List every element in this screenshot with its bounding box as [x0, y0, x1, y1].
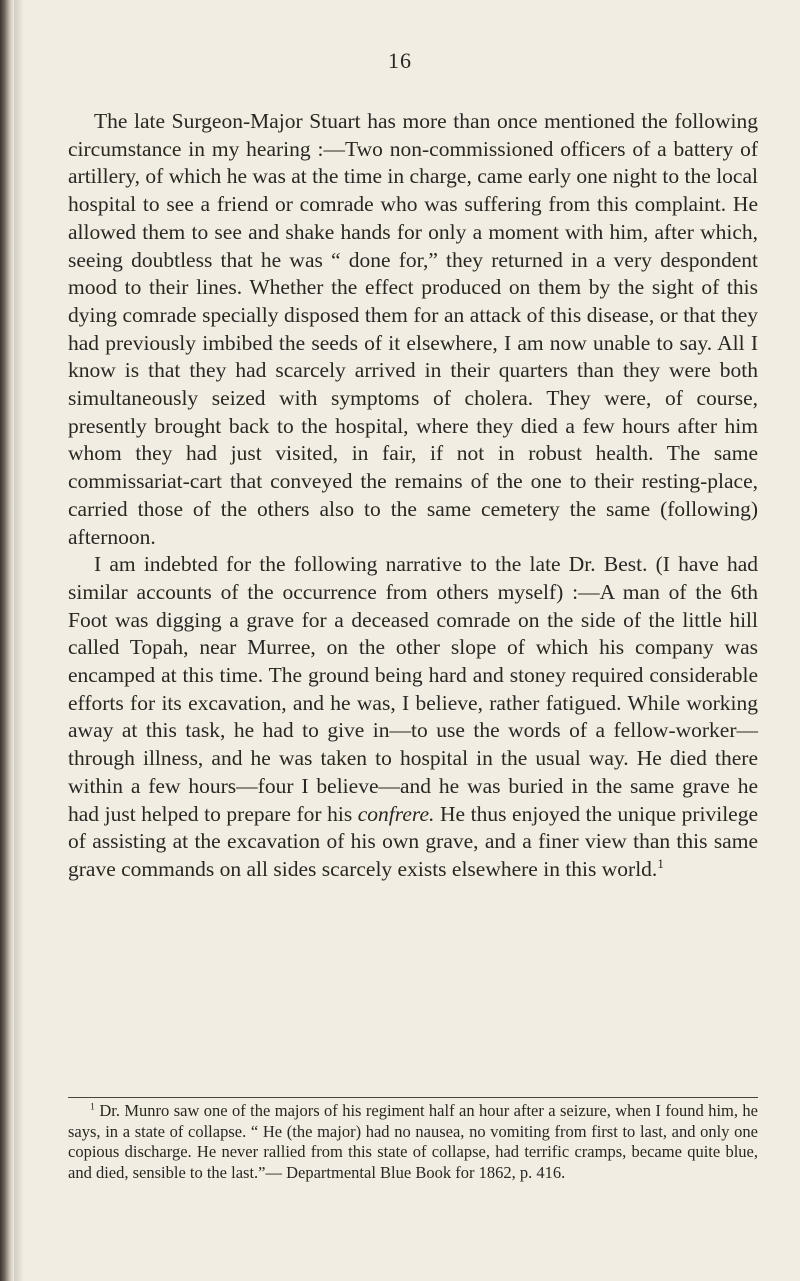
footnote-reference[interactable]: 1 [657, 856, 664, 871]
page-number: 16 [388, 48, 412, 73]
paragraph-dr-best-narrative [68, 551, 758, 883]
paragraph-text: I am indebted for the following narrative to the late Dr. Best. (I have had similar accounts of the occurrence from others myself) :—A man of the 6th Foot was digging a grave for a deceased comrade on the side of the little hill called Topah, near Murree, on the other slope of which his company was encamped at this time. The ground being hard and stoney required considerable efforts for its excavation, and he was, I believe, rather fatigued. While working away at this task, he had to give in—to use the words of a fellow-worker—through illness, and he was taken to hospital in the usual way. He died there within a few hours—four I believe—and he was buried in the same grave he had just helped to prepare for his [68, 552, 758, 826]
italic-word: confrere. [357, 801, 435, 826]
footnote-marker: 1 [90, 1101, 95, 1113]
footnotes [68, 1101, 758, 1183]
page-binding-edge [0, 0, 14, 1281]
paragraph-surgeon-major-stuart: The late Surgeon-Major Stuart has more than once mentioned the following circumstance in my hearing :—Two non-commissioned officers of a battery of artillery, of which he was at the time in charge, came early one night to the local hospital to see a friend or comrade who was suffering from this complaint. He allowed them to see and shake hands for only a moment with him, after which, seeing doubtless that he was “ done for,” they returned in a very despondent mood to their lines. Whether the effect produced on them by the sight of this dying comrade specially disposed them for an attack of this disease, or that they had previously imbibed the seeds of it elsewhere, I am now unable to say. All I know is that they had scarcely arrived in their quarters than they were both simultaneously seized with symptoms of cholera. They were, of course, presently brought back to the hospital, where they died a few hours after him whom they had just visited, in fair, if not in robust health. The same commissariat-cart that conveyed the remains of the one to their resting-place, carried those of the others also to the same cemetery the same (following) afternoon. [68, 109, 758, 549]
paragraph-text-end: He thus enjoyed the unique privilege of assisting at the excavation of his own grave, and a finer view than this same grave commands on all sides scarcely exists elsewhere in this world. [68, 801, 758, 881]
page-binding-shadow [14, 0, 24, 1281]
footnote-1 [68, 1101, 758, 1183]
main-text [68, 108, 758, 884]
footnote-text: Dr. Munro saw one of the majors of his regiment half an hour after a seizure, when I found him, he says, in a state of collapse. “ He (the major) had no nausea, no vomiting from first to last, and only one copious discharge. He never rallied from this state of collapse, had terrific cramps, became quite blue, and died, sensible to the last.”— Departmental Blue Book for 1862, p. 416. [68, 1101, 758, 1182]
footnote-divider [68, 1097, 758, 1098]
